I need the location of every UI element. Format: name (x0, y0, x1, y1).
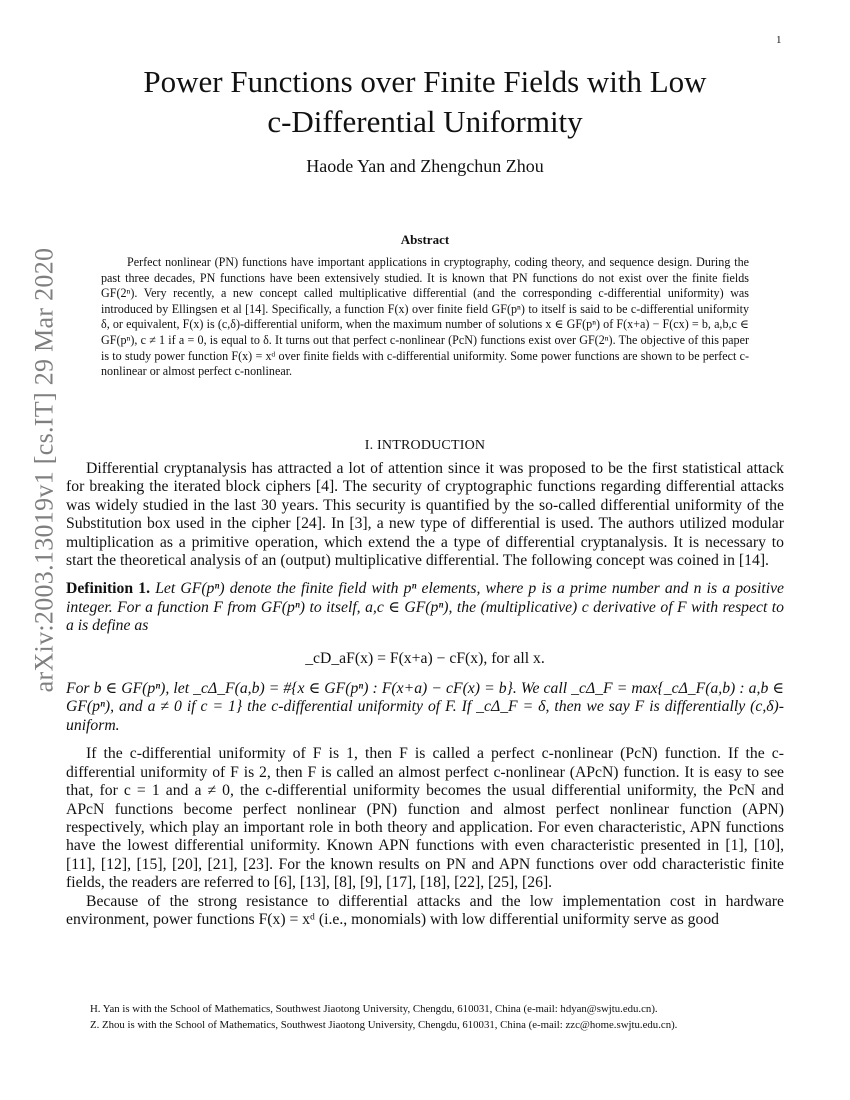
definition-equation: _cD_aF(x) = F(x+a) − cF(x), for all x. (305, 649, 545, 667)
definition-continuation (66, 680, 784, 735)
definition-text: Let GF(pⁿ) denote the finite field with pⁿ elements, where p is a prime number and n is a positive integer. For a function F from GF(pⁿ) to itself, a,c ∈ GF(pⁿ), the (multiplicative) c derivative of F with respect to a is define as (66, 580, 785, 635)
intro-paragraph-3: Because of the strong resistance to differential attacks and the low implementation cost in hardware environment, power functions F(x) = xᵈ (i.e., monomials) with low differential uniformity serve as good (66, 892, 784, 928)
title-line-1: Power Functions over Finite Fields with Low (143, 64, 707, 99)
definition-cont-text: For b ∈ GF(pⁿ), let _cΔ_F(a,b) = #{x ∈ GF(pⁿ) : F(x+a) − cF(x) = b}. We call _cΔ_F = max{_cΔ_F(a,b) : a,b ∈ GF(pⁿ), and a ≠ 0 if c = 1} the c-differential uniformity of F. If _cΔ_F = δ, then we say F is differentially (c,δ)-uniform. (66, 680, 784, 734)
section-heading-introduction: I. INTRODUCTION (364, 438, 486, 453)
abstract-text: Perfect nonlinear (PN) functions have important applications in cryptography, coding theory, and sequence design. During the past three decades, PN functions have been extensively studied. It is known that PN functions do not exist over the finite fields GF(2ⁿ). Very recently, a new concept called multiplicative differential (and the corresponding c-differential uniformity) was introduced by Ellingsen et al [14]. Specifically, a function F(x) over finite field GF(pⁿ) to itself is said to be c-differential uniformity δ, or equivalent, F(x) is (c,δ)-differential uniform, when the maximum number of solutions x ∈ GF(pⁿ) of F(x+a) − F(cx) = b, a,b,c ∈ GF(pⁿ), c ≠ 1 if a = 0, is equal to δ. It turns out that perfect c-nonlinear (PcN) functions exist over GF(2ⁿ). The objective of this paper is to study power function F(x) = xᵈ over finite fields with c-differential uniformity. Some power functions are shown to be perfect c-nonlinear or almost perfect c-nonlinear. (101, 255, 749, 379)
intro-paragraph-1: Differential cryptanalysis has attracted a lot of attention since it was proposed to be the first statistical attack for breaking the iterated block ciphers [4]. The security of cryptographic functions regarding differential attacks was widely studied in the last 30 years. This security is quantified by the so-called differential uniformity of the Substitution box used in the cipher [24]. In [3], a new type of differential is used. The authors utilized modular multiplication as a primitive operation, which extend the a type of differential cryptanalysis. It is necessary to start the theoretical analysis of an (output) multiplicative differential. The following concept was coined in [14]. (66, 460, 784, 570)
authors: Haode Yan and Zhengchun Zhou (306, 156, 544, 176)
arxiv-stamp (24, 247, 64, 693)
abstract-heading: Abstract (400, 232, 450, 247)
intro-paragraph-2: If the c-differential uniformity of F is 1, then F is called a perfect c-nonlinear (PcN) function. If the c-differential uniformity of F is 2, then F is called an almost perfect c-nonlinear (APcN) function. It is easy to see that, for c = 1 and a ≠ 0, the c-differential uniformity becomes the usual differential uniformity, the PcN and APcN functions become perfect nonlinear (PN) function and almost perfect nonlinear function (APN) respectively, which play an important role in both theory and application. For even characteristic, APN functions have the lowest differential uniformity. Known APN functions with even characteristic presented in [1], [10], [11], [12], [15], [20], [21], [23]. For the known results on PN and APN functions over odd characteristic finite fields, the readers are referred to [6], [13], [8], [9], [17], [18], [22], [25], [26]. (66, 745, 784, 892)
body-text (66, 460, 784, 929)
definition-label: Definition 1. (66, 580, 151, 598)
title-line-2: c-Differential Uniformity (267, 104, 583, 139)
footnote-2: Z. Zhou is with the School of Mathematics, Southwest Jiaotong University, Chengdu, 610031, China (e-mail: zzc@home.swjtu.edu.cn). (90, 1018, 678, 1031)
arxiv-stamp-text: arXiv:2003.13019v1 [cs.IT] 29 Mar 2020 (29, 247, 58, 693)
paper-title (80, 62, 770, 142)
footnotes (80, 1002, 780, 1033)
page-number: 1 (776, 34, 782, 46)
definition-1 (66, 580, 784, 635)
footnote-1: H. Yan is with the School of Mathematics, Southwest Jiaotong University, Chengdu, 610031, China (e-mail: hdyan@swjtu.edu.cn). (90, 1003, 658, 1015)
